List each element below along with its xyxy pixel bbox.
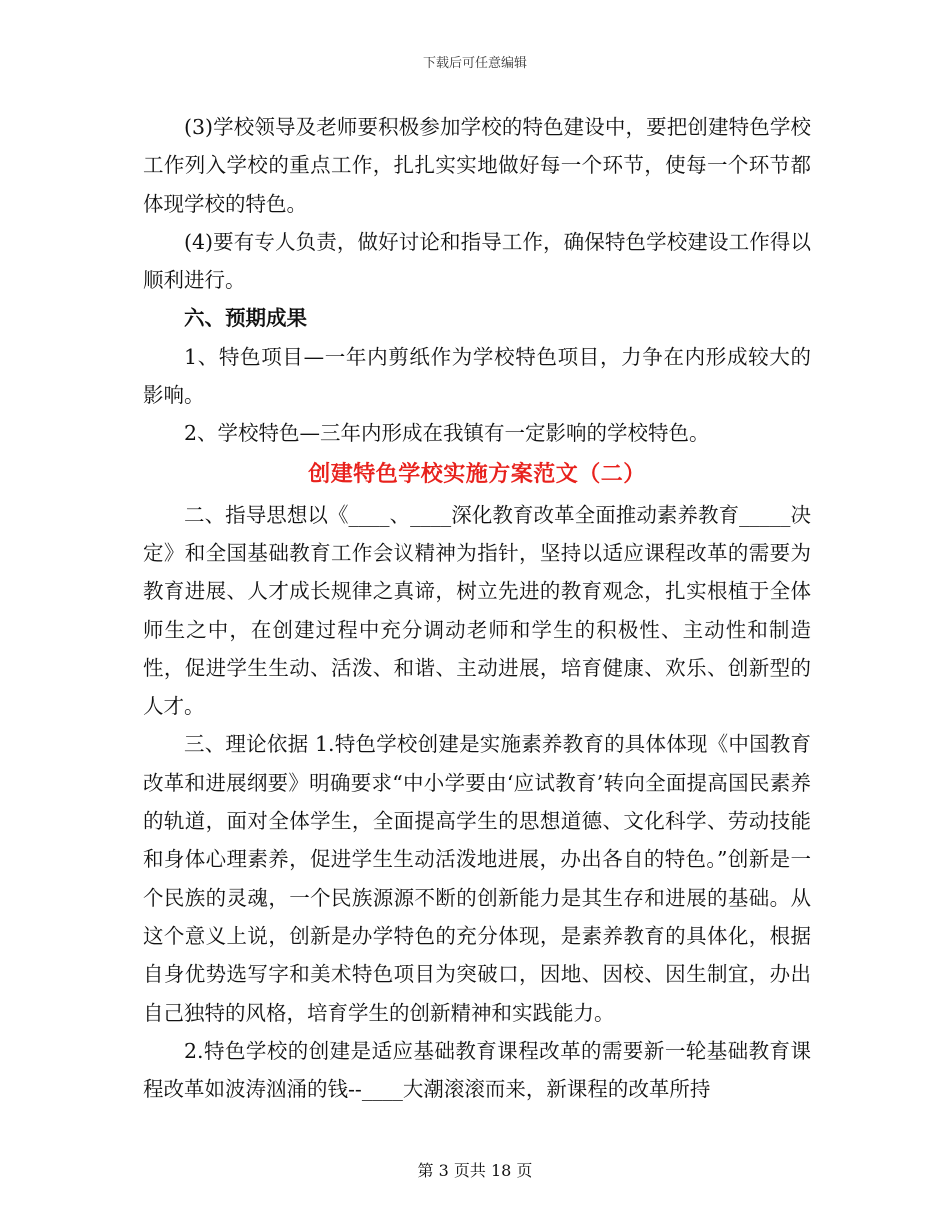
paragraph-result-2: 2、学校特色—三年内形成在我镇有一定影响的学校特色。 — [184, 421, 710, 446]
page-footer: 第 3 页共 18 页 — [417, 1161, 533, 1180]
page-header: 下载后可任意编辑 — [422, 56, 527, 71]
section-heading-expected-results: 六、预期成果 — [184, 306, 307, 331]
paragraph-result-1: 1、特色项目—一年内剪纸作为学校特色项目，力争在内形成较大的影响。 — [143, 344, 811, 408]
paragraph-curriculum-reform: 2.特色学校的创建是适应基础教育课程改革的需要新一轮基础教育课程改革如波涛汹涌的钱--____大潮滚滚而来，新课程的改革所持 — [143, 1038, 811, 1102]
document-body — [143, 108, 811, 1108]
document-title: 创建特色学校实施方案范文（二） — [308, 460, 646, 487]
paragraph-guiding-ideology: 二、指导思想以《____、____深化教育改革全面推动素养教育_____决定》和全国基础教育工作会议精神为指针，坚持以适应课程改革的需要为教育进展、人才成长规律之真谛，树立先进的教育观念，扎实根植于全体师生之中，在创建过程中充分调动老师和学生的积极性、主动性和制造性，促进学生生动、活泼、和谐、主动进展，培育健康、欢乐、创新型的人才。 — [143, 502, 811, 719]
paragraph-item-4: (4)要有专人负责，做好讨论和指导工作，确保特色学校建设工作得以顺利进行。 — [143, 229, 811, 293]
paragraph-item-3: (3)学校领导及老师要积极参加学校的特色建设中，要把创建特色学校工作列入学校的重点工作，扎扎实实地做好每一个环节，使每一个环节都体现学校的特色。 — [143, 115, 811, 216]
paragraph-theoretical-basis: 三、理论依据 1.特色学校创建是实施素养教育的具体体现《中国教育改革和进展纲要》明确要求“中小学要由‘应试教育’转向全面提高国民素养的轨道，面对全体学生，全面提高学生的思想道德、文化科学、劳动技能和身体心理素养，促进学生生动活泼地进展，办出各自的特色。”创新是一个民族的灵魂，一个民族源源不断的创新能力是其生存和进展的基础。从这个意义上说，创新是办学特色的充分体现，是素养教育的具体化，根据自身优势选写字和美术特色项目为突破口，因地、因校、因生制宜，办出自己独特的风格，培育学生的创新精神和实践能力。 — [143, 732, 811, 1025]
